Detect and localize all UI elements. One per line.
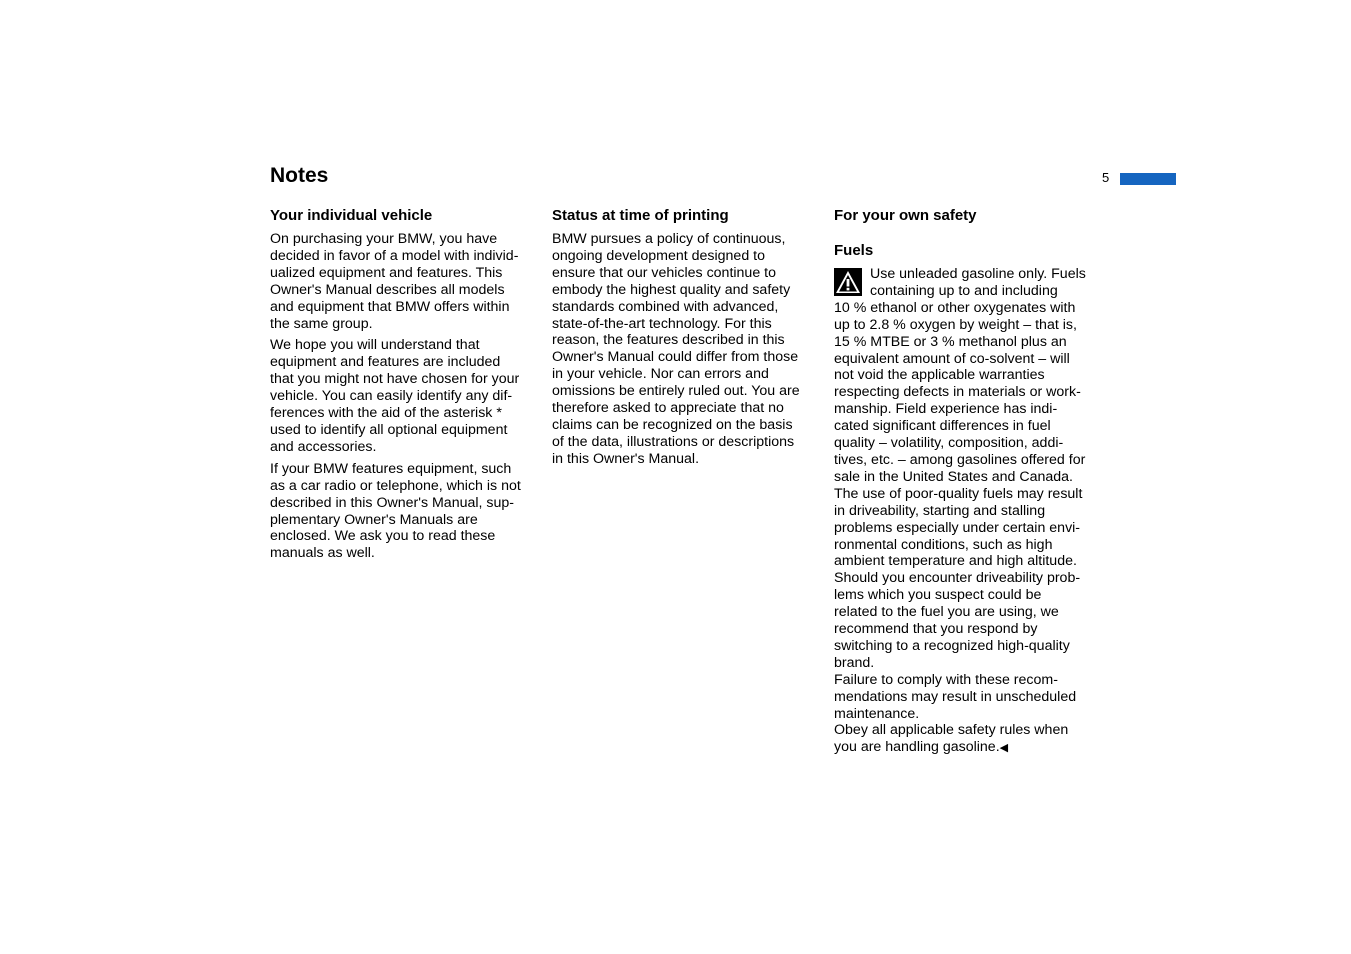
paragraph: We hope you will understand that equipment and features are included that you might not have chosen for your vehicle. You can easily identify any dif- ferences with the aid of the asterisk * used to identify all optional equipment and accessories. [270,337,520,455]
page-number: 5 [1102,170,1110,185]
section-heading-status-printing: Status at time of printing [552,207,729,224]
section-heading-individual-vehicle: Your individual vehicle [270,207,433,224]
warning-text: Use unleaded gasoline only. Fuels containing up to and including 10 % ethanol or other oxygenates with up to 2.8 % oxygen by weight – that is, 15 % MTBE or 3 % methanol plus an equivalent amount of co-solvent – will not void the applicable warranties respecting defects in materials or work- manship. Field experience has indi- cated significant differences in fuel quality – volatility, composition, addi- tives, etc. – among gasolines offered for sale in the United States and Canada. The use of poor-quality fuels may result in driveability, starting and stalling problems especially under certain envi- ronmental conditions, such as high ambient temperature and high altitude. Should you encounter driveability prob- lems which you suspect could be related to the fuel you are using, we recommend that you respond by switching to a recognized high-quality brand. Failure to comply with these recom- mendations may result in unscheduled maintenance. Obey all applicable safety rules when you are handling gasoline. [834,266,1086,756]
paragraph: If your BMW features equipment, such as a car radio or telephone, which is not described in this Owner's Manual, sup- plementary Owner's Manuals are enclosed. We ask you to read these manuals as well. [270,460,521,562]
warning-triangle-icon [834,268,862,296]
warning-block [834,266,1106,757]
column-status-printing [552,206,824,473]
accent-bar [1120,173,1176,185]
section-heading-own-safety: For your own safety [834,207,977,224]
page-title: Notes [270,164,329,187]
column-own-safety [834,206,1106,757]
subheading-fuels: Fuels [834,242,874,259]
column-individual-vehicle [270,206,542,567]
paragraph: On purchasing your BMW, you have decided in favor of a model with individ- ualized equipment and features. This Owner's Manual describes all models and equipment that BMW offers within the same group. [270,231,519,332]
end-marker-icon: ◀ [999,742,1009,755]
paragraph: BMW pursues a policy of continuous, ongoing development designed to ensure that our vehicles continue to embody the highest quality and safety standards combined with advanced, state-of-the-art technology. For this reason, the features described in this Owner's Manual could differ from those in your vehicle. Nor can errors and omissions be entirely ruled out. You are therefore asked to appreciate that no claims can be recognized on the basis of the data, illustrations or descriptions in this Owner's Manual. [552,231,800,467]
